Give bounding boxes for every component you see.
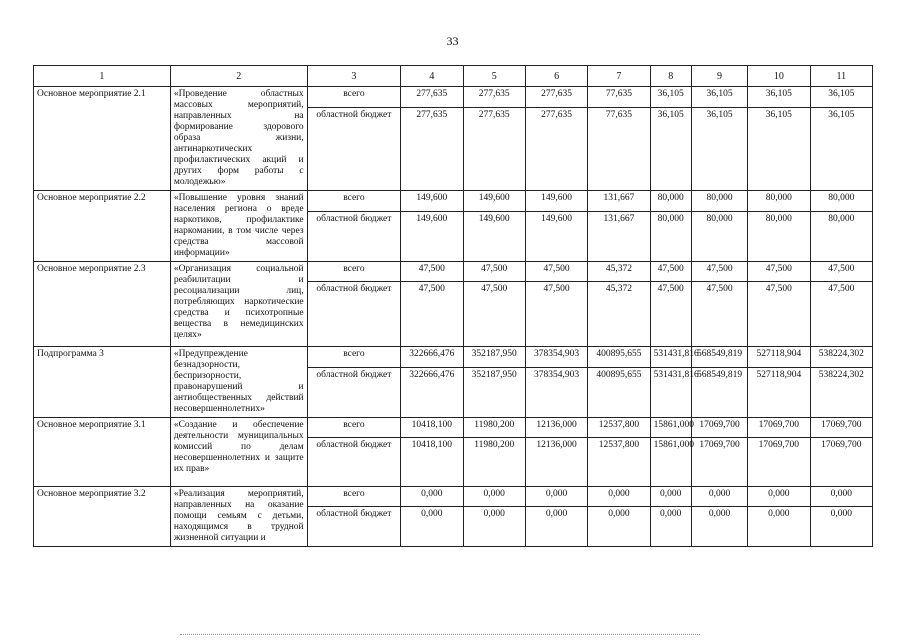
funding-source-regional-budget: областной бюджет <box>307 367 401 417</box>
budget-value-cell: 12136,000 <box>525 438 587 487</box>
budget-value-cell: 0,000 <box>810 507 872 547</box>
total-value-cell: 277,635 <box>463 87 525 108</box>
funding-source-total: всего <box>307 87 401 108</box>
budget-value-cell: 400895,655 <box>588 367 650 417</box>
funding-source-regional-budget: областной бюджет <box>307 211 401 261</box>
funding-source-regional-budget: областной бюджет <box>307 438 401 487</box>
budget-value-cell: 568549,819 <box>691 367 747 417</box>
budget-value-cell: 47,500 <box>525 282 587 347</box>
budget-value-cell: 322666,476 <box>401 367 463 417</box>
total-value-cell: 527118,904 <box>748 347 810 368</box>
budget-value-cell: 36,105 <box>810 108 872 191</box>
column-header: 2 <box>170 66 307 87</box>
total-value-cell: 352187,950 <box>463 347 525 368</box>
column-header: 6 <box>525 66 587 87</box>
budget-value-cell: 80,000 <box>810 211 872 261</box>
row-name: Основное мероприятие 2.1 <box>34 87 171 191</box>
budget-value-cell: 36,105 <box>748 108 810 191</box>
budget-value-cell: 11980,200 <box>463 438 525 487</box>
total-value-cell: 149,600 <box>463 191 525 212</box>
budget-value-cell: 531431,816 <box>650 367 691 417</box>
total-value-cell: 0,000 <box>463 487 525 507</box>
row-description: «Создание и обеспечение деятельности муниципальных комиссий по делам несовершеннолетних и защите их прав» <box>170 418 307 487</box>
total-value-cell: 0,000 <box>810 487 872 507</box>
scan-edge-line <box>180 634 700 636</box>
total-value-cell: 47,500 <box>463 262 525 282</box>
budget-value-cell: 538224,302 <box>810 367 872 417</box>
total-value-cell: 15861,000 <box>650 418 691 438</box>
total-value-cell: 0,000 <box>691 487 747 507</box>
total-value-cell: 322666,476 <box>401 347 463 368</box>
budget-value-cell: 80,000 <box>748 211 810 261</box>
budget-value-cell: 0,000 <box>691 507 747 547</box>
total-value-cell: 11980,200 <box>463 418 525 438</box>
funding-source-total: всего <box>307 347 401 368</box>
table-row <box>34 487 873 507</box>
funding-source-regional-budget: областной бюджет <box>307 282 401 347</box>
budget-value-cell: 36,105 <box>691 108 747 191</box>
total-value-cell: 77,635 <box>588 87 650 108</box>
total-value-cell: 0,000 <box>525 487 587 507</box>
budget-value-cell: 17069,700 <box>748 438 810 487</box>
total-value-cell: 0,000 <box>650 487 691 507</box>
total-value-cell: 47,500 <box>691 262 747 282</box>
column-header: 7 <box>588 66 650 87</box>
budget-value-cell: 0,000 <box>463 507 525 547</box>
budget-value-cell: 15861,000 <box>650 438 691 487</box>
funding-source-regional-budget: областной бюджет <box>307 108 401 191</box>
budget-value-cell: 80,000 <box>691 211 747 261</box>
total-value-cell: 400895,655 <box>588 347 650 368</box>
header-row <box>34 66 873 87</box>
table-row <box>34 418 873 438</box>
total-value-cell: 149,600 <box>401 191 463 212</box>
funding-source-total: всего <box>307 191 401 212</box>
row-name: Основное мероприятие 3.2 <box>34 487 171 547</box>
budget-table <box>33 65 873 547</box>
column-header: 9 <box>691 66 747 87</box>
total-value-cell: 0,000 <box>401 487 463 507</box>
total-value-cell: 47,500 <box>810 262 872 282</box>
row-name: Основное мероприятие 3.1 <box>34 418 171 487</box>
row-name: Подпрограмма 3 <box>34 347 171 418</box>
total-value-cell: 80,000 <box>691 191 747 212</box>
table-row <box>34 262 873 282</box>
column-header: 1 <box>34 66 171 87</box>
budget-value-cell: 527118,904 <box>748 367 810 417</box>
budget-value-cell: 378354,903 <box>525 367 587 417</box>
total-value-cell: 531431,816 <box>650 347 691 368</box>
budget-value-cell: 277,635 <box>525 108 587 191</box>
total-value-cell: 80,000 <box>650 191 691 212</box>
budget-value-cell: 77,635 <box>588 108 650 191</box>
funding-source-total: всего <box>307 262 401 282</box>
budget-value-cell: 149,600 <box>401 211 463 261</box>
total-value-cell: 131,667 <box>588 191 650 212</box>
total-value-cell: 45,372 <box>588 262 650 282</box>
budget-value-cell: 277,635 <box>463 108 525 191</box>
budget-value-cell: 12537,800 <box>588 438 650 487</box>
total-value-cell: 17069,700 <box>691 418 747 438</box>
budget-value-cell: 352187,950 <box>463 367 525 417</box>
budget-value-cell: 47,500 <box>401 282 463 347</box>
total-value-cell: 378354,903 <box>525 347 587 368</box>
budget-value-cell: 47,500 <box>810 282 872 347</box>
row-description: «Предупреждение безнадзорности, беспризорности, правонарушений и антиобщественных действий несовершеннолетних» <box>170 347 307 418</box>
total-value-cell: 12537,800 <box>588 418 650 438</box>
budget-value-cell: 36,105 <box>650 108 691 191</box>
total-value-cell: 36,105 <box>810 87 872 108</box>
funding-source-total: всего <box>307 418 401 438</box>
budget-value-cell: 17069,700 <box>810 438 872 487</box>
total-value-cell: 12136,000 <box>525 418 587 438</box>
funding-source-total: всего <box>307 487 401 507</box>
total-value-cell: 47,500 <box>650 262 691 282</box>
row-name: Основное мероприятие 2.3 <box>34 262 171 347</box>
column-header: 8 <box>650 66 691 87</box>
budget-value-cell: 47,500 <box>650 282 691 347</box>
table-row <box>34 191 873 212</box>
total-value-cell: 80,000 <box>748 191 810 212</box>
row-description: «Организация социальной реабилитации и ресоциализации лиц, потребляющих наркотические средства и психотропные вещества в немедицинских целях» <box>170 262 307 347</box>
total-value-cell: 47,500 <box>525 262 587 282</box>
total-value-cell: 568549,819 <box>691 347 747 368</box>
row-description: «Повышение уровня знаний населения региона о вреде наркотиков, профилактике наркомании, в том числе через средства массовой информации» <box>170 191 307 262</box>
budget-value-cell: 0,000 <box>588 507 650 547</box>
column-header: 5 <box>463 66 525 87</box>
budget-value-cell: 47,500 <box>691 282 747 347</box>
total-value-cell: 17069,700 <box>810 418 872 438</box>
total-value-cell: 538224,302 <box>810 347 872 368</box>
total-value-cell: 47,500 <box>401 262 463 282</box>
row-description: «Реализация мероприятий, направленных на оказание помощи семьям с детьми, находящимся в трудной жизненной ситуации и <box>170 487 307 547</box>
row-description: «Проведение областных массовых мероприятий, направленных на формирование здорового образа жизни, антинаркотических профилактических акций и других форм работы с молодежью» <box>170 87 307 191</box>
total-value-cell: 277,635 <box>525 87 587 108</box>
page-number: 33 <box>446 34 459 48</box>
table-row <box>34 347 873 368</box>
budget-value-cell: 131,667 <box>588 211 650 261</box>
budget-value-cell: 149,600 <box>463 211 525 261</box>
total-value-cell: 47,500 <box>748 262 810 282</box>
budget-value-cell: 10418,100 <box>401 438 463 487</box>
budget-value-cell: 47,500 <box>463 282 525 347</box>
table-row <box>34 87 873 108</box>
budget-value-cell: 80,000 <box>650 211 691 261</box>
funding-source-regional-budget: областной бюджет <box>307 507 401 547</box>
budget-value-cell: 0,000 <box>748 507 810 547</box>
total-value-cell: 0,000 <box>748 487 810 507</box>
budget-value-cell: 0,000 <box>525 507 587 547</box>
column-header: 3 <box>307 66 401 87</box>
total-value-cell: 36,105 <box>691 87 747 108</box>
column-header: 11 <box>810 66 872 87</box>
total-value-cell: 17069,700 <box>748 418 810 438</box>
budget-value-cell: 17069,700 <box>691 438 747 487</box>
budget-value-cell: 47,500 <box>748 282 810 347</box>
budget-value-cell: 277,635 <box>401 108 463 191</box>
total-value-cell: 80,000 <box>810 191 872 212</box>
total-value-cell: 36,105 <box>650 87 691 108</box>
column-header: 10 <box>748 66 810 87</box>
total-value-cell: 0,000 <box>588 487 650 507</box>
budget-value-cell: 0,000 <box>650 507 691 547</box>
total-value-cell: 10418,100 <box>401 418 463 438</box>
total-value-cell: 149,600 <box>525 191 587 212</box>
total-value-cell: 36,105 <box>748 87 810 108</box>
column-header: 4 <box>401 66 463 87</box>
budget-value-cell: 0,000 <box>401 507 463 547</box>
budget-value-cell: 45,372 <box>588 282 650 347</box>
budget-value-cell: 149,600 <box>525 211 587 261</box>
row-name: Основное мероприятие 2.2 <box>34 191 171 262</box>
total-value-cell: 277,635 <box>401 87 463 108</box>
